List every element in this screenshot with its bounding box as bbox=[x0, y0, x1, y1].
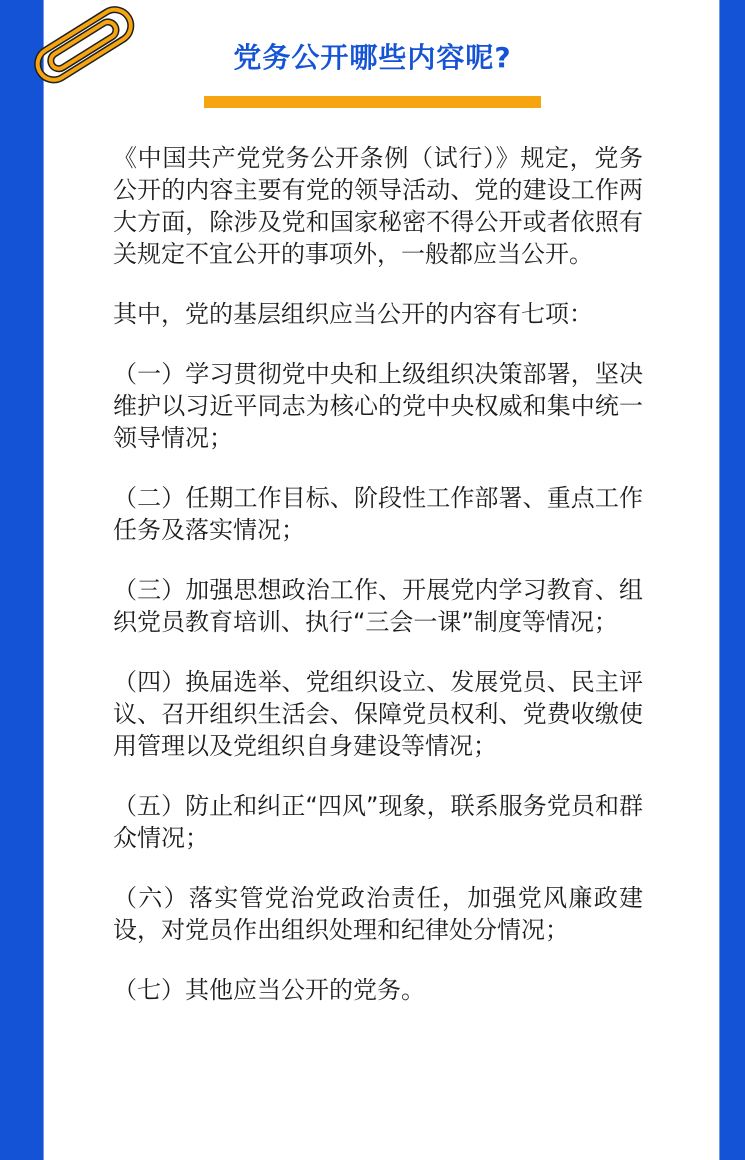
list-item: （五）防止和纠正“四风”现象，联系服务党员和群众情况； bbox=[113, 792, 643, 852]
title-underline bbox=[204, 96, 541, 108]
list-intro: 其中，党的基层组织应当公开的内容有七项： bbox=[113, 300, 593, 328]
list-item: （六）落实管党治党政治责任，加强党风廉政建设，对党员作出组织处理和纪律处分情况； bbox=[113, 884, 643, 944]
article-body bbox=[113, 142, 643, 1034]
intro-paragraph: 《中国共产党党务公开条例（试行）》规定，党务公开的内容主要有党的领导活动、党的建设工作两大方面，除涉及党和国家秘密不得公开或者依照有关规定不宜公开的事项外，一般都应当公开。 bbox=[113, 144, 643, 268]
list-item: （七）其他应当公开的党务。 bbox=[113, 976, 425, 1004]
list-item: （三）加强思想政治工作、开展党内学习教育、组织党员教育培训、执行“三会一课”制度等情况； bbox=[113, 576, 643, 636]
list-item: （二）任期工作目标、阶段性工作部署、重点工作任务及落实情况； bbox=[113, 484, 643, 544]
page-title: 党务公开哪些内容呢? bbox=[233, 41, 512, 74]
list-item: （一）学习贯彻党中央和上级组织决策部署，坚决维护以习近平同志为核心的党中央权威和集中统一领导情况； bbox=[113, 360, 643, 452]
list-item: （四）换届选举、党组织设立、发展党员、民主评议、召开组织生活会、保障党员权利、党费收缴使用管理以及党组织自身建设等情况； bbox=[113, 668, 643, 760]
paperclip-icon bbox=[20, 0, 145, 90]
